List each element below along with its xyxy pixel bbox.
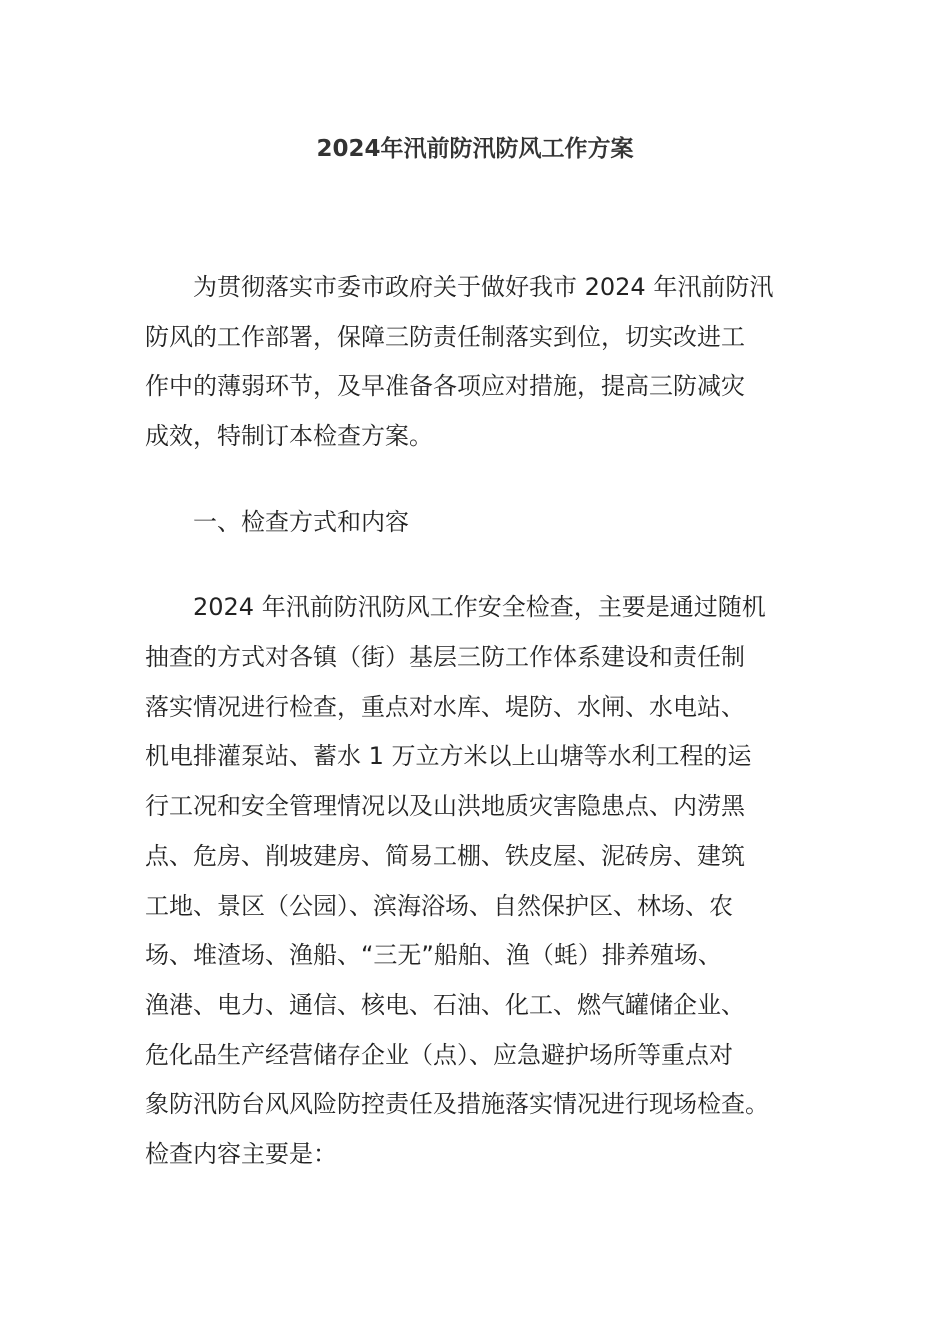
body-line-11: 象防汛防台风风险防控责任及措施落实情况进行现场检查。 [145, 1090, 769, 1118]
body-line-8: 场、堆渣场、渔船、“三无”船舶、渔（蚝）排养殖场、 [145, 941, 722, 969]
body-line-9: 渔港、电力、通信、核电、石油、化工、燃气罐储企业、 [145, 991, 745, 1019]
body-line-12: 检查内容主要是： [145, 1140, 337, 1168]
intro-line-3: 作中的薄弱环节，及早准备各项应对措施，提高三防减灾 [145, 372, 745, 400]
body-line-3: 落实情况进行检查，重点对水库、堤防、水闸、水电站、 [145, 693, 745, 721]
body-line-4: 机电排灌泵站、蓄水 1 万立方米以上山塘等水利工程的运 [145, 742, 752, 770]
body-line-2: 抽查的方式对各镇（街）基层三防工作体系建设和责任制 [145, 643, 745, 671]
document-title: 2024年汛前防汛防风工作方案 [316, 136, 634, 162]
body-line-1: 2024 年汛前防汛防风工作安全检查，主要是通过随机 [193, 593, 766, 621]
body-line-6: 点、危房、削坡建房、简易工棚、铁皮屋、泥砖房、建筑 [145, 842, 745, 870]
body-line-10: 危化品生产经营储存企业（点）、应急避护场所等重点对 [145, 1041, 733, 1069]
body-line-7: 工地、景区（公园）、滨海浴场、自然保护区、林场、农 [145, 892, 733, 920]
intro-line-2: 防风的工作部署，保障三防责任制落实到位，切实改进工 [145, 323, 745, 351]
body-line-5: 行工况和安全管理情况以及山洪地质灾害隐患点、内涝黑 [145, 792, 745, 820]
intro-line-4: 成效，特制订本检查方案。 [145, 422, 433, 450]
intro-line-1: 为贯彻落实市委市政府关于做好我市 2024 年汛前防汛 [193, 273, 774, 301]
section-heading: 一、检查方式和内容 [193, 508, 409, 536]
